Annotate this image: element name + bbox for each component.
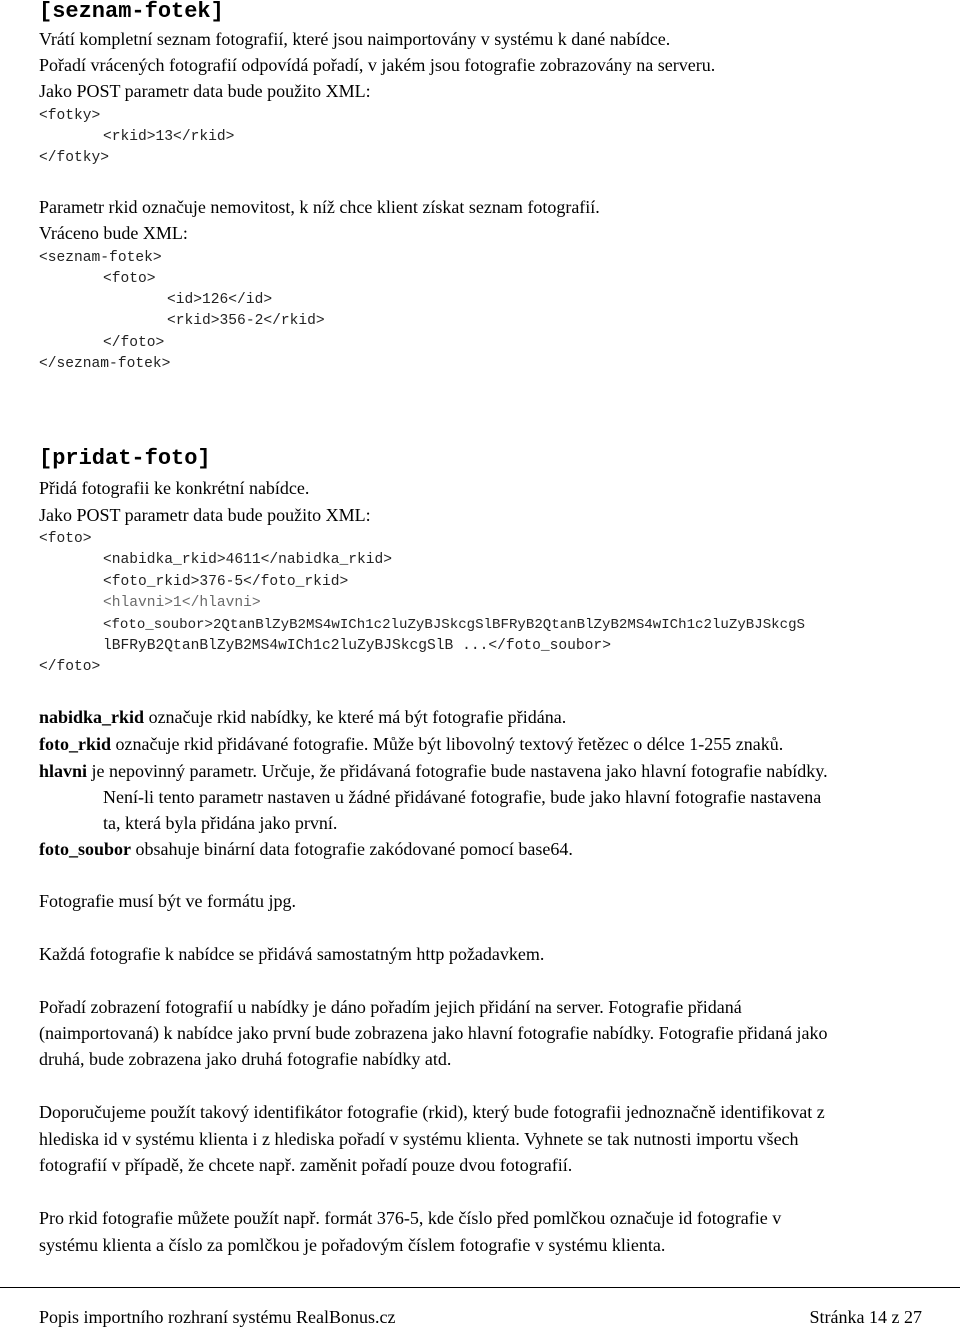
- xml-line: <id>126</id>: [167, 292, 273, 308]
- param-foto-soubor: [39, 839, 573, 859]
- section-heading-pridat-foto: [pridat-foto]: [39, 446, 211, 471]
- param-name: hlavni: [39, 761, 88, 781]
- param-name: foto_soubor: [39, 839, 132, 859]
- xml-line: <foto_soubor>2QtanBlZyB2MS4wICh1c2luZyBJSkcgSlBFRyB2QtanBlZyB2MS4wICh1c2luZyBJSkcgS: [103, 617, 805, 633]
- xml-line: <foto>: [39, 531, 92, 547]
- footer-page-number: Stránka 14 z 27: [809, 1307, 922, 1327]
- section-heading-seznam-fotek: [seznam-fotek]: [39, 0, 224, 24]
- param-desc: označuje rkid nabídky, ke které má být fotografie přidána.: [144, 707, 567, 727]
- format-note: Fotografie musí být ve formátu jpg.: [39, 891, 296, 911]
- request-note: Každá fotografie k nabídce se přidává samostatným http požadavkem.: [39, 944, 545, 964]
- order-note-line: Pořadí zobrazení fotografií u nabídky je dáno pořadím jejich přidání na server. Fotografie přidaná: [39, 997, 742, 1017]
- id-note-line: fotografií v případě, že chcete např. zaměnit pořadí pouze dvou fotografií.: [39, 1155, 573, 1175]
- order-note-line: druhá, bude zobrazena jako druhá fotografie nabídky atd.: [39, 1049, 452, 1069]
- xml-line: <seznam-fotek>: [39, 250, 162, 266]
- format-example-line: systému klienta a číslo za pomlčkou je pořadovým číslem fotografie v systému klienta.: [39, 1235, 666, 1255]
- xml-line: </foto>: [39, 659, 101, 675]
- footer-divider: [0, 1287, 960, 1288]
- intro-line: Pořadí vrácených fotografií odpovídá pořadí, v jakém jsou fotografie zobrazovány na serveru.: [39, 55, 716, 75]
- xml-line: <nabidka_rkid>4611</nabidka_rkid>: [103, 552, 393, 568]
- intro-line: Jako POST parametr data bude použito XML:: [39, 505, 371, 525]
- xml-line: </fotky>: [39, 150, 110, 166]
- intro-line: Jako POST parametr data bude použito XML:: [39, 81, 371, 101]
- xml-line: <rkid>13</rkid>: [103, 129, 235, 145]
- hlavni-note-line: Není-li tento parametr nastaven u žádné přidávané fotografie, bude jako hlavní fotografie nastavena: [103, 787, 822, 807]
- xml-line: lBFRyB2QtanBlZyB2MS4wICh1c2luZyBJSkcgSlB ...</foto_soubor>: [103, 638, 611, 654]
- param-foto-rkid: [39, 734, 783, 754]
- param-description: Parametr rkid označuje nemovitost, k níž chce klient získat seznam fotografií.: [39, 197, 600, 217]
- intro-line: Vrátí kompletní seznam fotografií, které jsou naimportovány v systému k dané nabídce.: [39, 29, 671, 49]
- param-desc: označuje rkid přidávané fotografie. Může být libovolný textový řetězec o délce 1-255 znaků.: [111, 734, 784, 754]
- xml-line: <foto_rkid>376-5</foto_rkid>: [103, 574, 349, 590]
- id-note-line: Doporučujeme použít takový identifikátor fotografie (rkid), který bude fotografii jednoznačně identifikovat z: [39, 1102, 825, 1122]
- xml-line: <fotky>: [39, 108, 101, 124]
- xml-line: <foto>: [103, 271, 156, 287]
- order-note-line: (naimportovaná) k nabídce jako první bude zobrazena jako hlavní fotografie nabídky. Fotografie přidaná jako: [39, 1023, 828, 1043]
- id-note-line: hlediska id v systému klienta i z hlediska pořadí v systému klienta. Vyhnete se tak nutnosti importu všech: [39, 1129, 799, 1149]
- param-desc: je nepovinný parametr. Určuje, že přidávaná fotografie bude nastavena jako hlavní fotografie nabídky.: [87, 761, 828, 781]
- format-example-line: Pro rkid fotografie můžete použít např. formát 376-5, kde číslo před pomlčkou označuje id fotografie v: [39, 1208, 782, 1228]
- returned-label: Vráceno bude XML:: [39, 223, 188, 243]
- param-hlavni: [39, 761, 828, 781]
- intro-line: Přidá fotografii ke konkrétní nabídce.: [39, 478, 310, 498]
- param-name: foto_rkid: [39, 734, 111, 754]
- xml-line: </foto>: [103, 335, 165, 351]
- xml-line: </seznam-fotek>: [39, 356, 171, 372]
- param-name: nabidka_rkid: [39, 707, 145, 727]
- param-nabidka-rkid: [39, 707, 566, 727]
- footer-title: Popis importního rozhraní systému RealBonus.cz: [39, 1307, 396, 1327]
- xml-line: <hlavni>1</hlavni>: [103, 595, 261, 611]
- xml-line: <rkid>356-2</rkid>: [167, 313, 325, 329]
- hlavni-note-line: ta, která byla přidána jako první.: [103, 813, 338, 833]
- param-desc: obsahuje binární data fotografie zakódované pomocí base64.: [131, 839, 573, 859]
